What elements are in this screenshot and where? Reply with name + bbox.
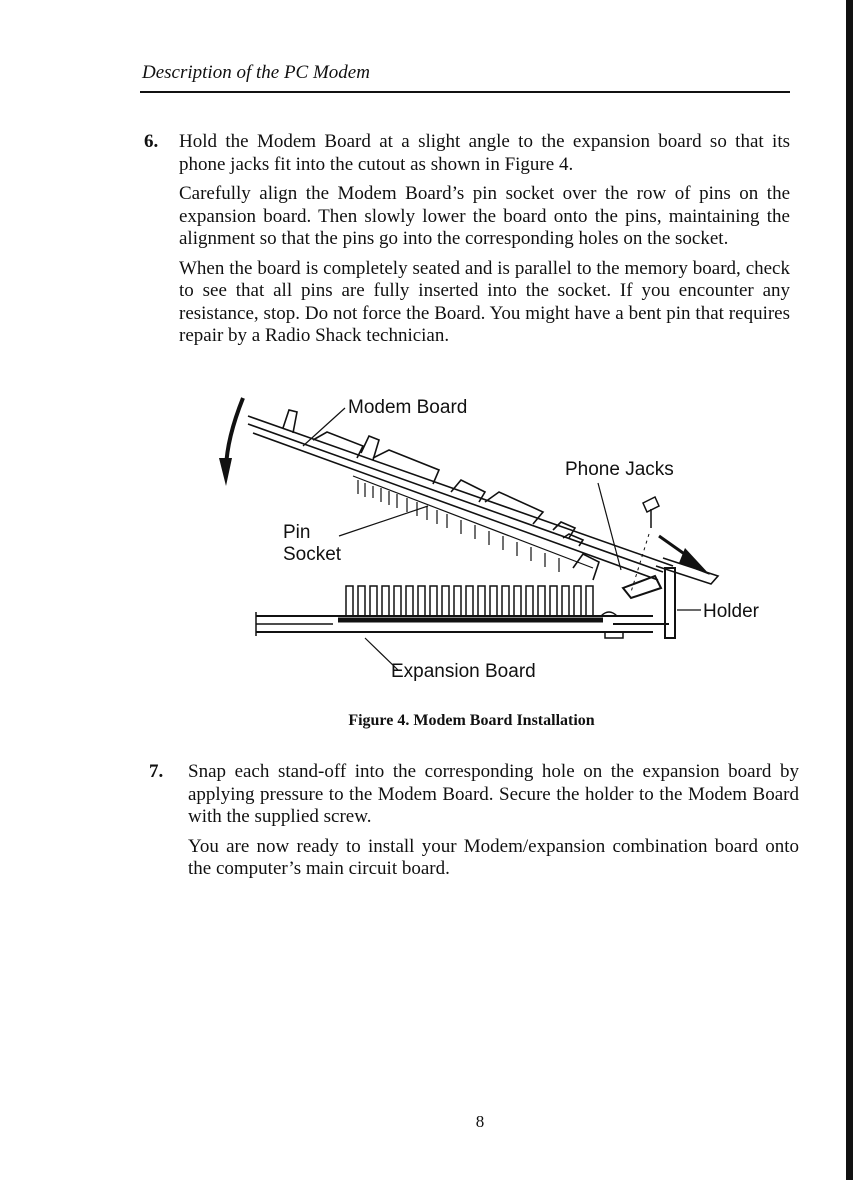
pin-socket: [353, 476, 593, 572]
socket-label: Socket: [283, 544, 342, 565]
step-paragraph: When the board is completely seated and is parallel to the memory board, check to see that all pins are fully inserted into the socket. If you encounter any resistance, stop. Do not force the Board. You might have a bent pin that requires repair by a Radio Shack technician.: [179, 257, 790, 346]
phone-jacks-leader: [598, 483, 621, 570]
step-number: 7.: [149, 761, 164, 782]
figure-caption: Figure 4. Modem Board Installation: [348, 712, 595, 729]
page-edge: [846, 0, 853, 1180]
holder: [613, 568, 675, 638]
page-header: Description of the PC Modem: [142, 62, 370, 83]
phone-jacks-label: Phone Jacks: [565, 459, 674, 480]
screw-icon: [643, 497, 659, 528]
holder-label: Holder: [703, 601, 759, 622]
pin-label: Pin: [283, 522, 311, 543]
step-paragraph: Snap each stand-off into the corresponding hole on the expansion board by applying pressure to the Modem Board. Secure the holder to the Modem Board with the supplied screw.: [188, 761, 799, 827]
expansion-board: [256, 586, 653, 638]
installation-diagram: [213, 388, 773, 688]
step-paragraph: You are now ready to install your Modem/expansion combination board onto the computer’s main circuit board.: [188, 835, 799, 879]
step-paragraph: Carefully align the Modem Board’s pin socket over the row of pins on the expansion board. Then slowly lower the board onto the pins, maintaining the alignment so that the pins go into the corresponding holes on the socket.: [179, 183, 790, 249]
pin-socket-leader: [339, 506, 428, 536]
step-6: [144, 131, 790, 355]
step-7: [149, 761, 799, 888]
header-rule: [140, 91, 790, 93]
modem-installation-figure: [213, 388, 773, 688]
rotation-arrow-icon: [226, 398, 243, 468]
modem-board-leader: [303, 408, 345, 446]
modem-board-label: Modem Board: [348, 397, 468, 418]
screw-guide-line: [631, 534, 649, 592]
expansion-board-label: Expansion Board: [391, 661, 536, 682]
step-paragraph: Hold the Modem Board at a slight angle to the expansion board so that its phone jacks fit into the cutout as shown in Figure 4.: [179, 131, 790, 175]
step-number: 6.: [144, 131, 159, 152]
page-number: 8: [475, 1112, 485, 1131]
